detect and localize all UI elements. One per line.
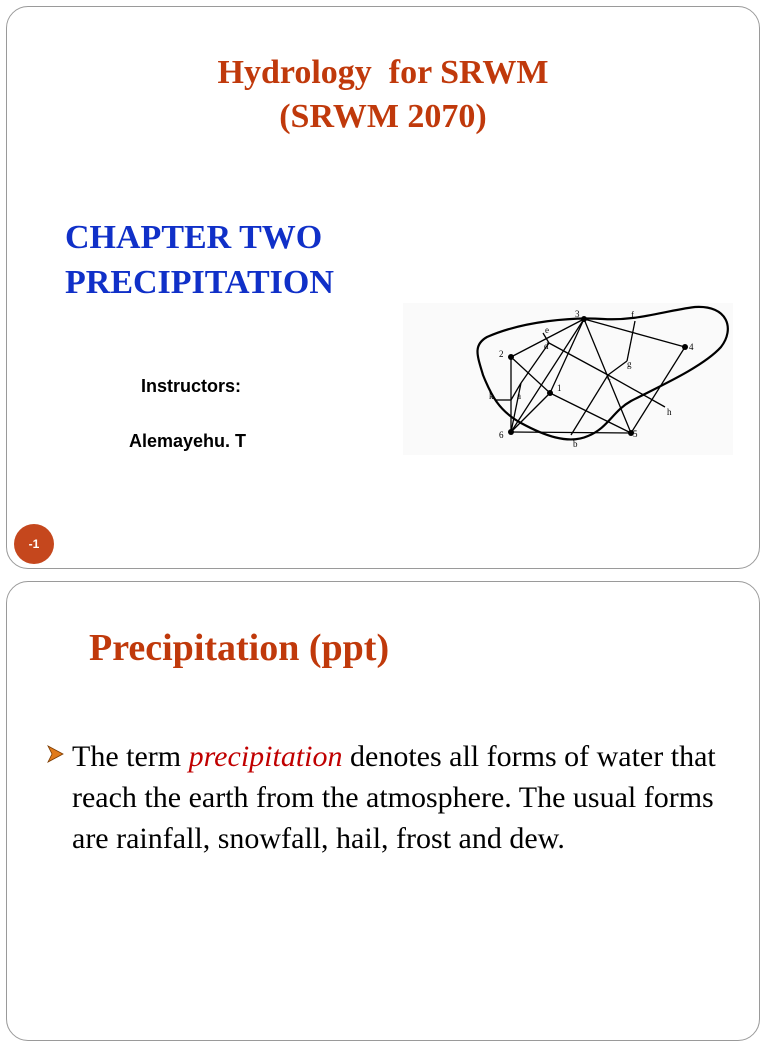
instructors-label: Instructors:: [141, 376, 242, 396]
label-k: k: [489, 391, 494, 401]
label-2: 2: [499, 349, 504, 359]
course-title-line-1: Hydrology for SRWM: [217, 54, 549, 91]
label-5: 5: [633, 429, 638, 439]
bullet-text: [72, 736, 752, 859]
chapter-heading: [65, 215, 334, 305]
page-number-badge: -1: [14, 524, 54, 564]
bullet-rest: denotes all forms of water that reach the earth from the atmosphere. The usual forms are rainfall, snowfall, hail, frost and dew.: [72, 740, 716, 855]
diagram-labels: [489, 309, 694, 449]
course-title: [7, 51, 759, 139]
label-4: 4: [689, 342, 694, 352]
chapter-number: CHAPTER TWO: [65, 219, 323, 256]
label-f: f: [631, 310, 634, 320]
bullet-prefix: The term: [72, 740, 189, 773]
thiessen-network-diagram: [403, 303, 733, 455]
label-6: 6: [499, 430, 504, 440]
label-h: h: [667, 407, 672, 417]
label-a: a: [517, 391, 521, 401]
label-d: d: [544, 341, 549, 351]
label-c: c: [607, 372, 611, 382]
slide-title: Precipitation (ppt): [89, 627, 390, 669]
label-g: g: [627, 359, 632, 369]
arrow-bullet-icon: [45, 744, 65, 764]
station-points: [508, 316, 688, 436]
course-title-line-2: (SRWM 2070): [279, 98, 487, 135]
label-e: e: [545, 325, 549, 335]
chapter-title: PRECIPITATION: [65, 264, 334, 301]
label-3: 3: [575, 309, 580, 319]
instructor-name: Alemayehu. T: [129, 431, 247, 451]
slide-2: [6, 581, 760, 1041]
emphasis-term: precipitation: [188, 740, 343, 773]
slide-1: [6, 6, 760, 569]
label-1: 1: [557, 383, 562, 393]
label-b: b: [573, 439, 578, 449]
network-lines: [495, 319, 685, 435]
